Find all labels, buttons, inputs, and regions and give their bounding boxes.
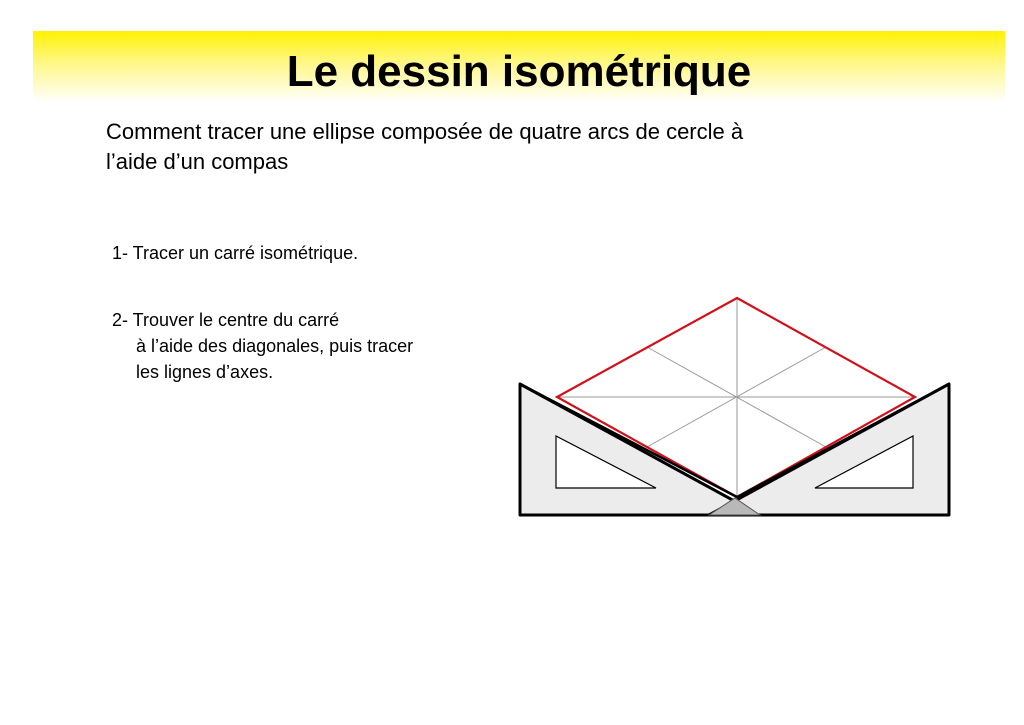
step-2-line-1: 2- Trouver le centre du carré [112, 310, 340, 330]
step-2-line-3: les lignes d’axes. [136, 362, 274, 382]
subtitle-line-2: l’aide d’un compas [106, 149, 289, 174]
step-1-text: 1- Tracer un carré isométrique. [112, 243, 359, 263]
subtitle-line-1: Comment tracer une ellipse composée de quatre arcs de cercle à [106, 119, 744, 144]
page-title: Le dessin isométrique [286, 47, 752, 96]
step-2-line-2: à l’aide des diagonales, puis tracer [136, 336, 414, 356]
